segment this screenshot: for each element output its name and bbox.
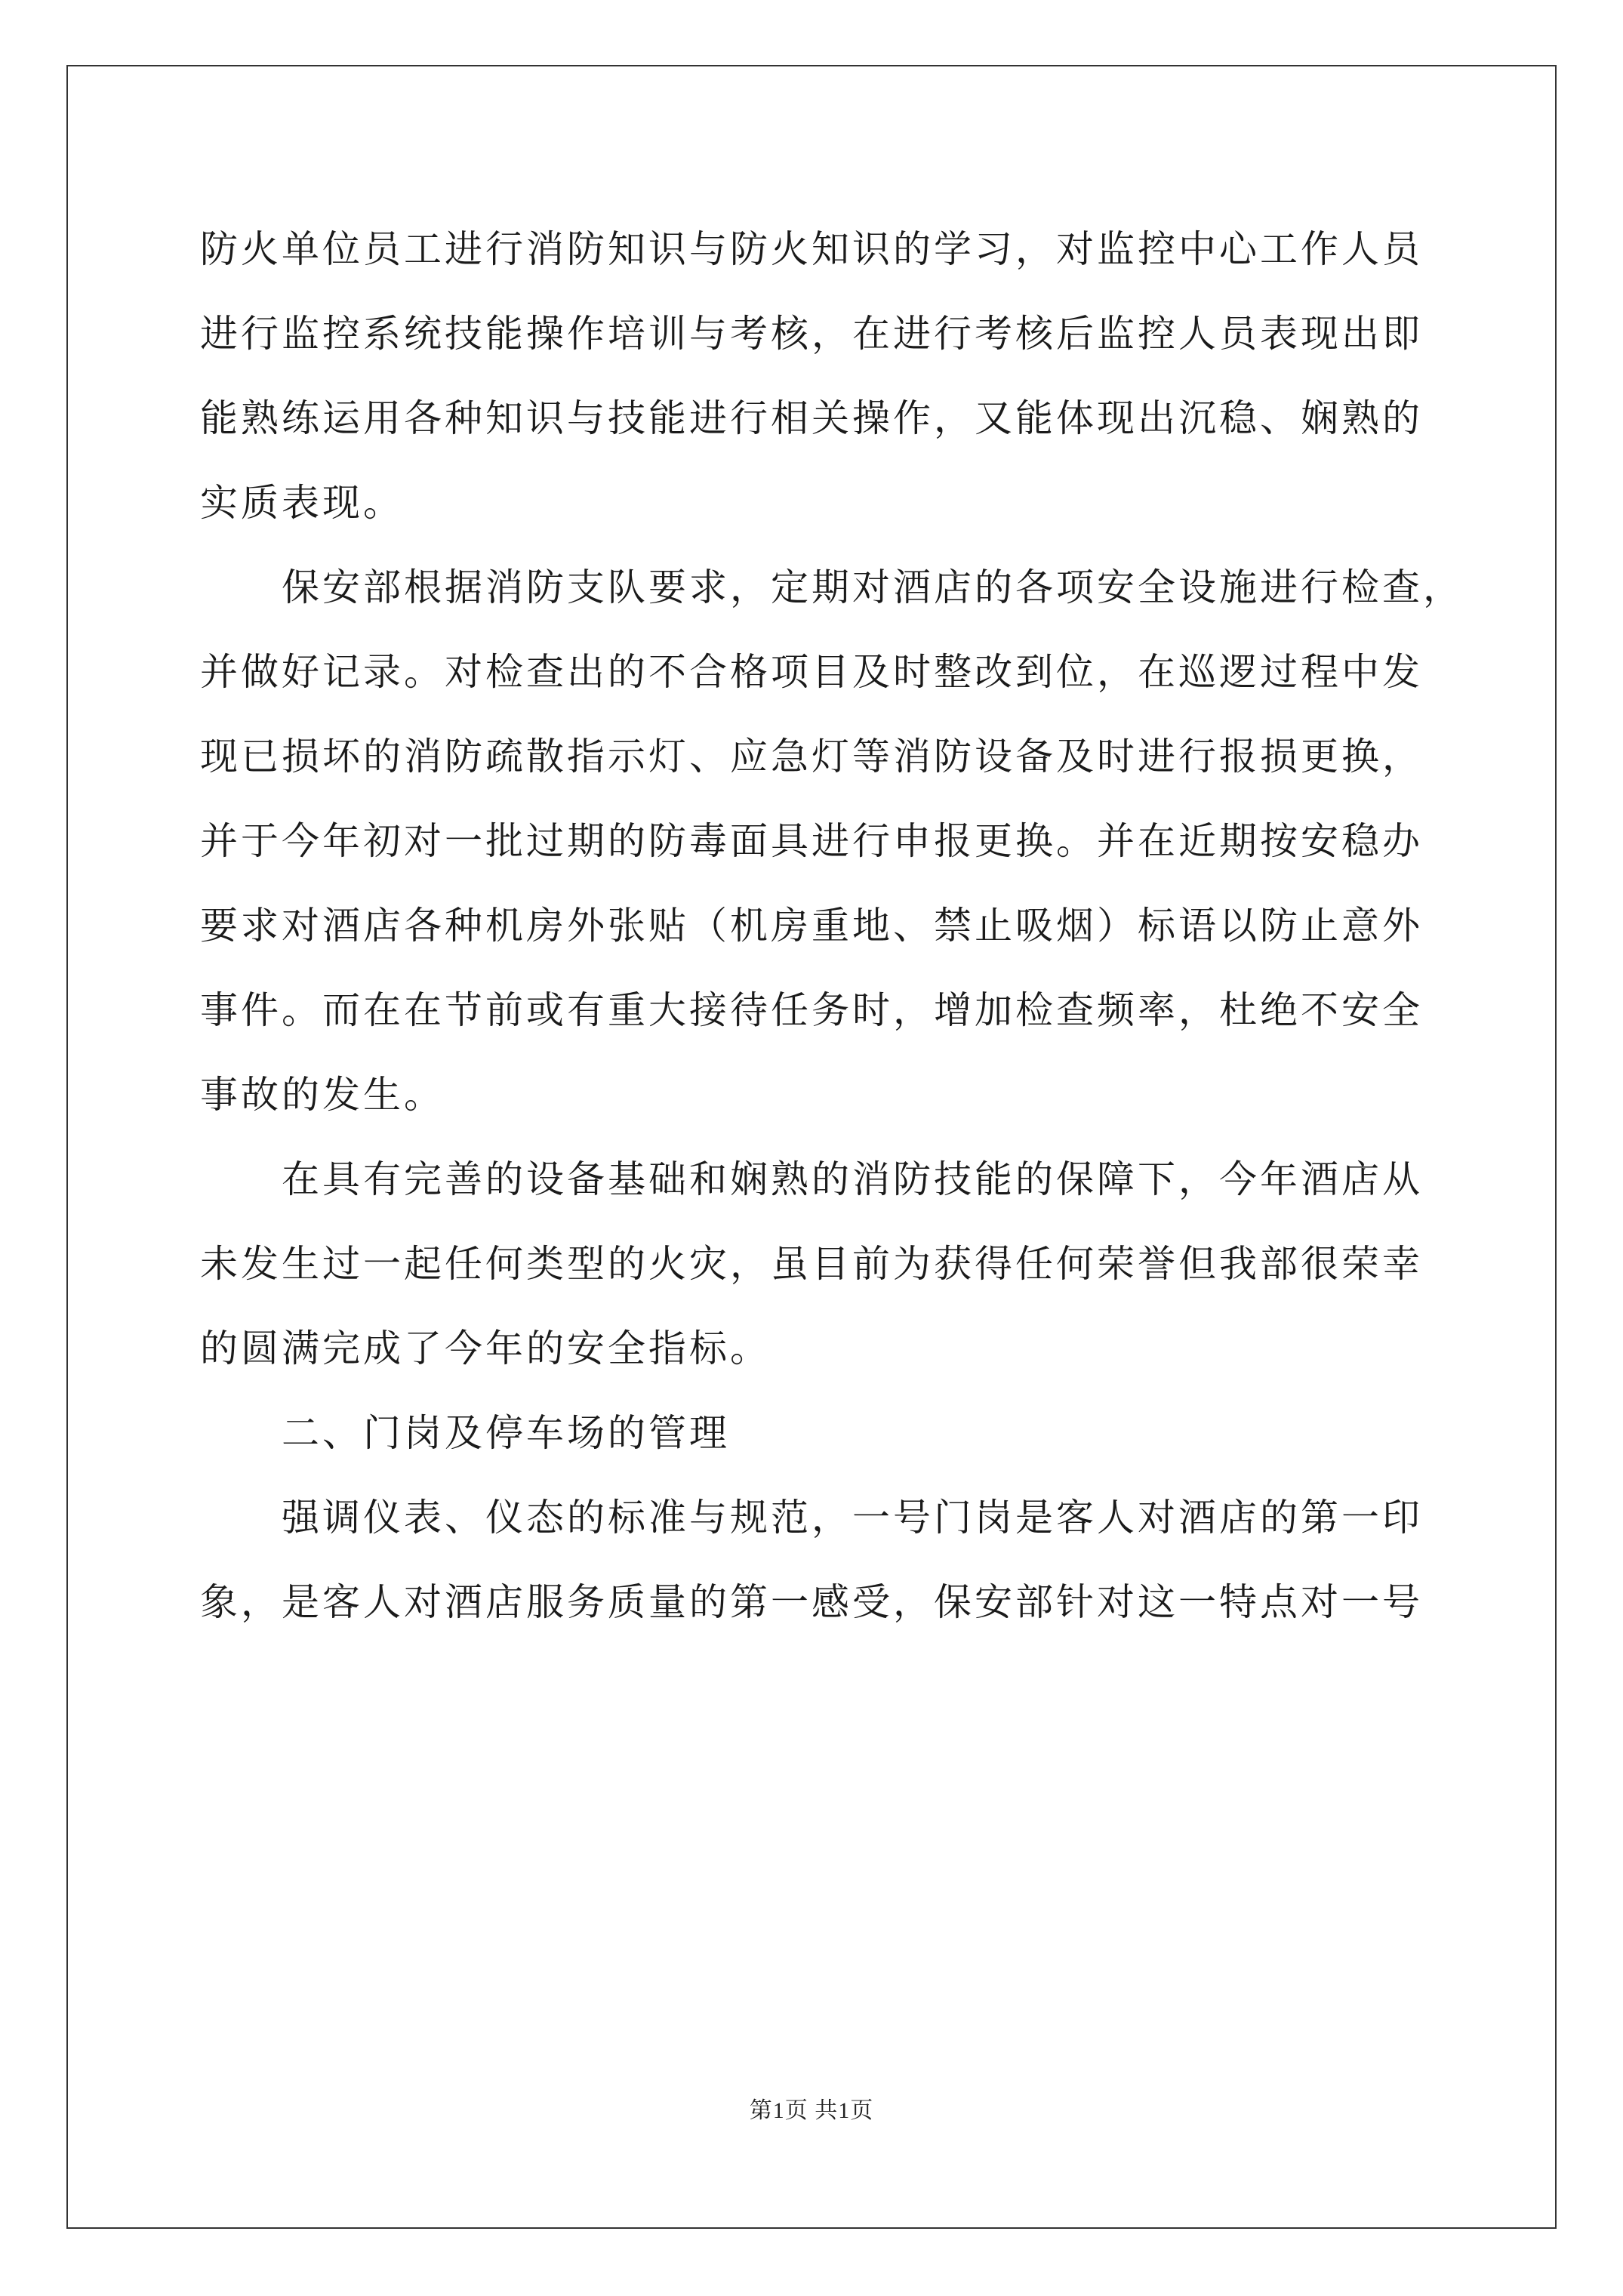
text-line: 并于今年初对一批过期的防毒面具进行申报更换。并在近期按安稳办 [200, 819, 1423, 863]
text-line: 现已损坏的消防疏散指示灯、应急灯等消防设备及时进行报损更换， [200, 735, 1423, 778]
section-heading: 二、门岗及停车场的管理 [282, 1411, 730, 1455]
document-body [200, 219, 1464, 1657]
text-line: 象，是客人对酒店服务质量的第一感受，保安部针对这一特点对一号 [200, 1580, 1423, 1624]
text-line: 未发生过一起任何类型的火灾，虽目前为获得任何荣誉但我部很荣幸 [200, 1242, 1423, 1286]
text-line: 能熟练运用各种知识与技能进行相关操作，又能体现出沉稳、娴熟的 [200, 396, 1423, 440]
paragraph-first-line: 在具有完善的设备基础和娴熟的消防技能的保障下，今年酒店从 [282, 1157, 1423, 1201]
text-line: 进行监控系统技能操作培训与考核，在进行考核后监控人员表现出即 [200, 312, 1423, 356]
text-line: 实质表现。 [200, 481, 404, 525]
text-line: 事故的发生。 [200, 1073, 445, 1117]
text-line: 要求对酒店各种机房外张贴（机房重地、禁止吸烟）标语以防止意外 [200, 904, 1423, 948]
text-line: 事件。而在在节前或有重大接待任务时，增加检查频率，杜绝不安全 [200, 988, 1423, 1032]
paragraph-first-line: 保安部根据消防支队要求，定期对酒店的各项安全设施进行检查， [282, 566, 1464, 609]
paragraph-first-line: 强调仪表、仪态的标准与规范，一号门岗是客人对酒店的第一印 [282, 1496, 1423, 1539]
text-line: 并做好记录。对检查出的不合格项目及时整改到位，在巡逻过程中发 [200, 650, 1423, 694]
text-line: 防火单位员工进行消防知识与防火知识的学习，对监控中心工作人员 [200, 227, 1423, 271]
text-line: 的圆满完成了今年的安全指标。 [200, 1327, 771, 1370]
page-footer: 第1页 共1页 [749, 2098, 874, 2123]
